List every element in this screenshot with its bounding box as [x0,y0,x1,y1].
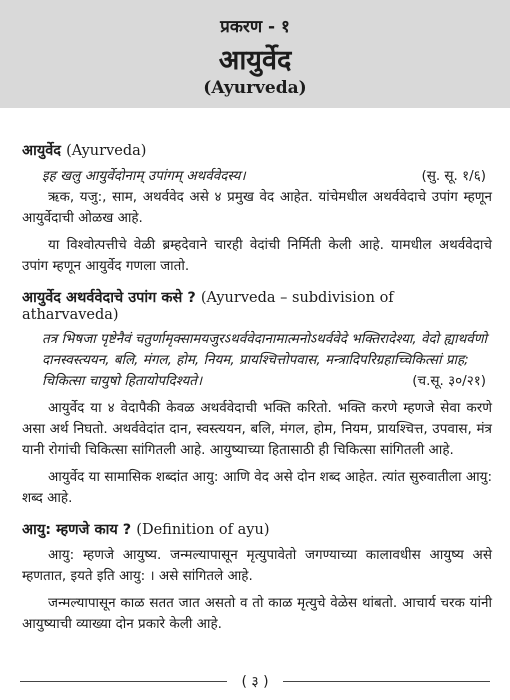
chapter-header [0,0,510,108]
page-content [22,140,492,635]
page-footer [20,672,490,691]
verse-reference: (सु. सू. १/६) [421,168,486,184]
sanskrit-verse [22,166,492,187]
section-heading-subdivision [22,287,492,323]
paragraph: आयु: म्हणजे आयुष्य. जन्मल्यापासून मृत्युपावेतो जगण्याच्या कालावधीस आयुष्य असे म्हणतात, इयते इति आयु: । असे सांगितले आहे. [22,547,492,584]
section-heading-text: आयु: म्हणजे काय ? [22,522,132,538]
chapter-title: आयुर्वेद [218,45,292,76]
footer-rule-right [283,681,490,682]
footer-rule-left [20,681,227,682]
paragraph: आयुर्वेद या ४ वेदापैकी केवळ अथर्ववेदाची भक्ति करितो. भक्ति करणे म्हणजे सेवा करणे असा अर्थ निघतो. अथर्ववेदांत दान, स्वस्त्ययन, बलि, मंगल, होम, नियम, प्रायश्चित्त, उपवास, मंत्र यानी रोगांची चिकित्सा सांगितली आहे. आयुष्याच्या हितासाठी ही चिकित्सा सांगितली आहे. [22,400,492,458]
section-heading-text: आयुर्वेद [22,143,61,159]
verse-reference: (च.सू. ३०/२१) [412,373,486,389]
section-heading-english: (Ayurveda – subdivision of atharvaveda) [22,290,394,323]
section-heading-text: आयुर्वेद अथर्ववेदाचे उपांग कसे ? [22,290,196,306]
section-heading-english: (Ayurveda) [66,143,147,159]
paragraph: आयुर्वेद या सामासिक शब्दांत आयु: आणि वेद असे दोन शब्द आहेत. त्यांत सुरुवातीला आयु: शब्द आहे. [22,469,492,506]
paragraph: जन्मल्यापासून काळ सतत जात असतो व तो काळ मृत्युचे वेळेस थांबतो. आचार्य चरक यांनी आयुष्याची व्याख्या दोन प्रकारे केली आहे. [22,595,492,632]
sanskrit-verse [22,329,492,392]
verse-text: तत्र भिषजा पृष्टेनैवं चतुर्णामृक्सामयजुरऽथर्ववेदानामात्मनोऽथर्ववेदे भक्तिरादेश्या, वेदो ह्याथर्वणो दानस्वस्त्ययन, बलि, मंगल, होम, नियम, प्रायश्चित्तोपवास, मन्त्रादिपरिग्रहाच्चिकित्सां प्राह; चिकित्सा चायुषो हितायोपदिश्यते। [42,331,487,389]
section-heading-ayurveda [22,140,492,160]
verse-text: इह खलु आयुर्वेदोनाम् उपांगम् अथर्ववेदस्य। [42,168,246,184]
page-number: ( ३ ) [241,674,269,690]
paragraph: ऋक, यजु:, साम, अथर्ववेद असे ४ प्रमुख वेद आहेत. यांचेमधील अथर्ववेदाचे उपांग म्हणून आयुर्वेदाची ओळख आहे. [22,189,492,226]
chapter-subtitle: (Ayurveda) [203,78,307,98]
chapter-number: प्रकरण - १ [220,17,290,37]
section-heading-english: (Definition of ayu) [136,522,270,538]
paragraph: या विश्वोत्पत्तीचे वेळी ब्रम्हदेवाने चारही वेदांची निर्मिती केली आहे. यामधील अथर्ववेदाचे उपांग म्हणून आयुर्वेद गणला जातो. [22,237,492,274]
section-heading-ayu [22,519,492,539]
